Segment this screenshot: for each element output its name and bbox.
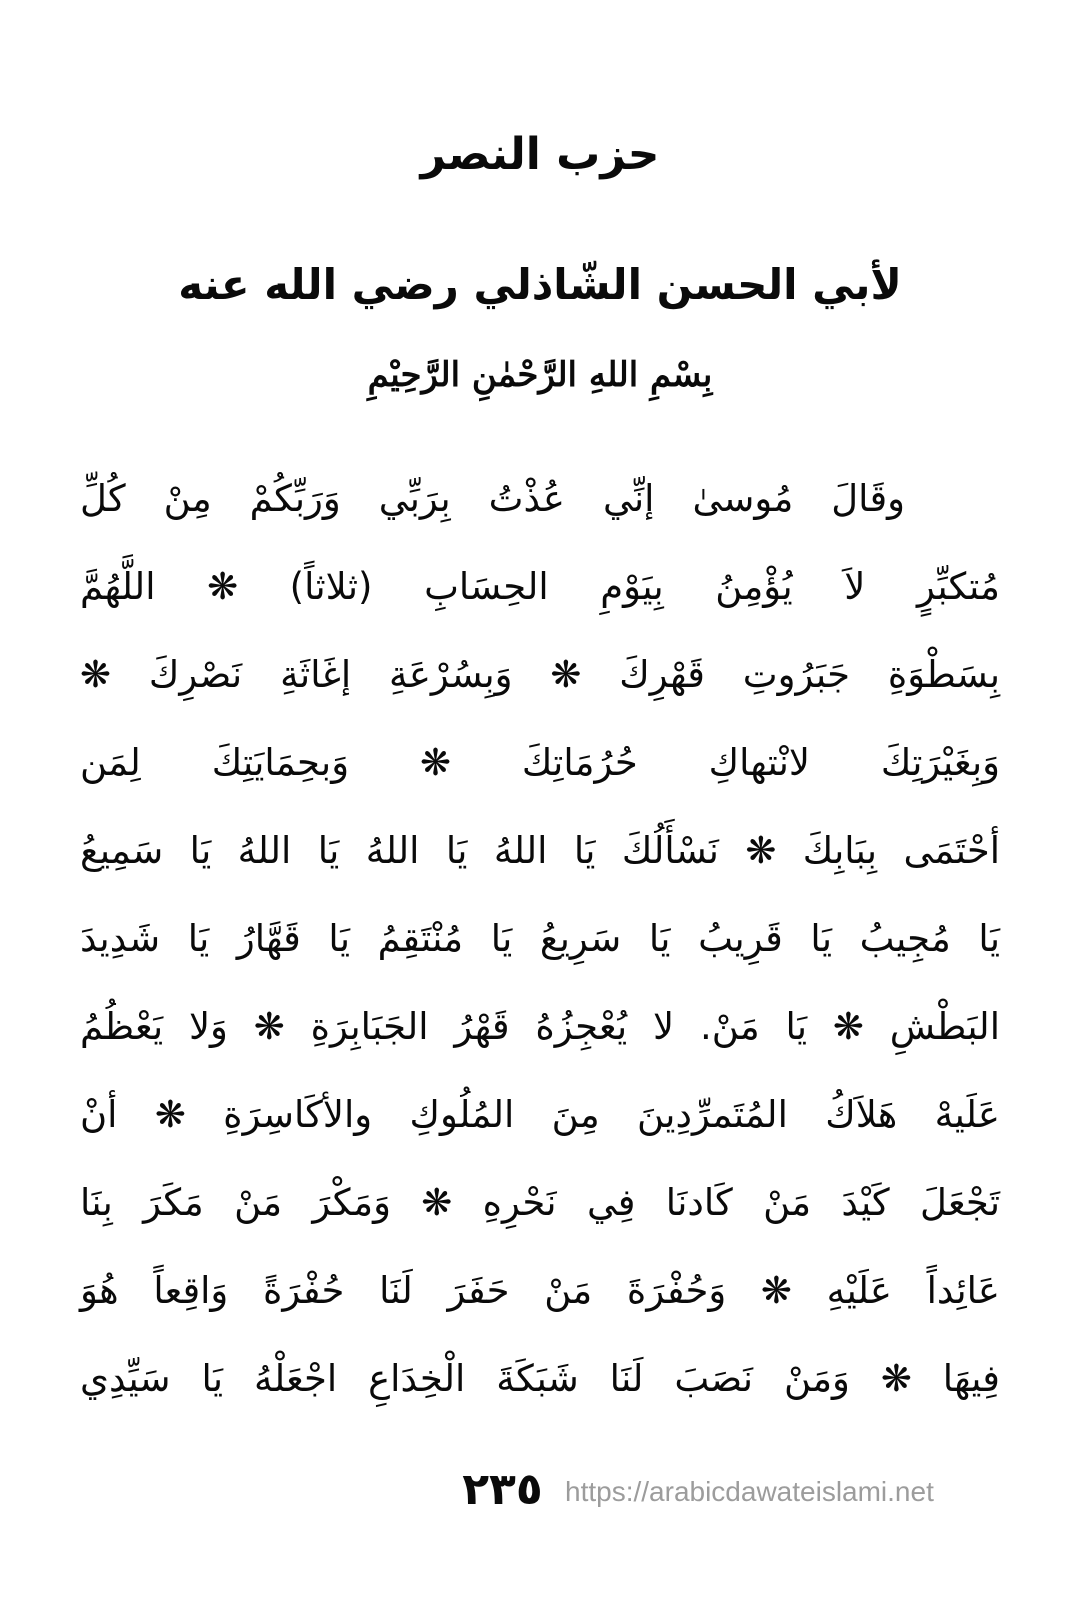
text-line: فِيهَا ❋ وَمَنْ نَصَبَ لَنَا شَبَكَةَ الْخِدَاعِ اجْعَلْهُ يَا سَيِّدِي: [80, 1357, 1000, 1400]
text-line: يَا مُجِيبُ يَا قَرِيبُ يَا سَرِيعُ يَا مُنْتَقِمُ يَا قَهَّارُ يَا شَدِيدَ: [80, 917, 1000, 960]
text-line: تَجْعَلَ كَيْدَ مَنْ كَادنَا فِي نَحْرِهِ ❋ وَمَكْرَ مَنْ مَكَرَ بِنَا: [80, 1181, 1000, 1224]
text-line: أحْتَمَى بِبَابِكَ ❋ نَسْأَلُكَ يَا اللهُ يَا اللهُ يَا اللهُ يَا سَمِيعُ: [80, 829, 1000, 872]
page-number: ٢٣٥: [462, 1464, 543, 1515]
page-subtitle: لأبي الحسن الشّاذلي رضي الله عنه: [178, 260, 902, 309]
prayer-text: [80, 455, 1000, 1423]
text-line: مُتكبِّرٍ لاَ يُؤْمِنُ بِيَوْمِ الحِسَابِ (ثلاثاً) ❋ اللَّهُمَّ: [80, 565, 1000, 608]
text-line: عَائِداً عَلَيْهِ ❋ وَحُفْرَةَ مَنْ حَفَرَ لَنَا حُفْرَةً وَاقِعاً هُوَ: [80, 1269, 1000, 1312]
text-line: وَبِغَيْرَتِكَ لانْتهاكِ حُرُمَاتِكَ ❋ وَبحِمَايَتِكَ لِمَن: [80, 741, 1000, 784]
text-line: البَطْشِ ❋ يَا مَنْ. لا يُعْجِزُهُ قَهْرُ الجَبَابِرَةِ ❋ وَلا يَعْظُمُ: [80, 1005, 1000, 1048]
text-line: بِسَطْوَةِ جَبَرُوتِ قَهْرِكَ ❋ وَبِسُرْعَةِ إغَاثَةِ نَصْرِكَ ❋: [80, 653, 1000, 696]
watermark-url: https://arabicdawateislami.net: [565, 1476, 934, 1507]
text-line: عَلَيهْ هَلاَكُ المُتَمرِّدِينَ مِنَ المُلُوكِ والأكَاسِرَةِ ❋ أنْ: [80, 1093, 1000, 1136]
basmala-calligraphy: بِسْمِ اللهِ الرَّحْمٰنِ الرَّحِيْمِ: [367, 355, 713, 395]
text-line: وقَالَ مُوسىٰ إنِّي عُذْتُ بِرَبِّي وَرَبِّكُمْ مِنْ كُلِّ: [80, 477, 905, 520]
page-title: حزب النصر: [420, 129, 660, 180]
